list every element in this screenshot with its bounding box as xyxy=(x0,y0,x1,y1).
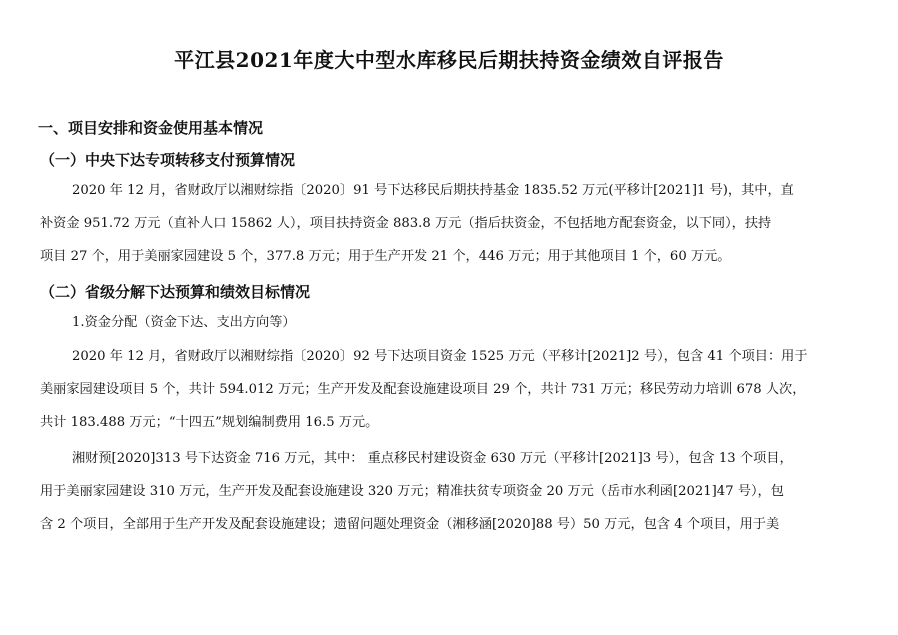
paragraph-line: 共计 183.488 万元；“十四五”规划编制费用 16.5 万元。 xyxy=(40,415,379,430)
paragraph-line: 用于美丽家园建设 310 万元，生产开发及配套设施建设 320 万元；精准扶贫专项资金 20 万元（岳市水利函[2021]47 号），包 xyxy=(40,484,784,499)
subsection-heading-provincial: （二）省级分解下达预算和绩效目标情况 xyxy=(40,283,311,301)
paragraph-line: 2020 年 12 月，省财政厅以湘财综指〔2020〕92 号下达项目资金 1525 万元（平移计[2021]2 号），包含 41 个项目：用于 xyxy=(72,349,808,364)
subsection-heading-central: （一）中央下达专项转移支付预算情况 xyxy=(40,151,296,169)
document-title: 平江县2021年度大中型水库移民后期扶持资金绩效自评报告 xyxy=(174,48,724,72)
paragraph-line: 2020 年 12 月，省财政厅以湘财综指〔2020〕91 号下达移民后期扶持基金 1835.52 万元(平移计[2021]1 号)，其中，直 xyxy=(72,183,794,198)
paragraph-line: 含 2 个项目，全部用于生产开发及配套设施建设；遗留问题处理资金（湘移涵[2020]88 号）50 万元，包含 4 个项目，用于美 xyxy=(40,517,780,532)
section-heading-1: 一、项目安排和资金使用基本情况 xyxy=(38,119,264,137)
paragraph-line: 湘财预[2020]313 号下达资金 716 万元，其中： 重点移民村建设资金 630 万元（平移计[2021]3 号），包含 13 个项目， xyxy=(72,451,793,466)
paragraph-line: 补资金 951.72 万元（直补人口 15862 人），项目扶持资金 883.8 万元（指后扶资金，不包括地方配套资金，以下同），扶持 xyxy=(40,216,772,231)
paragraph-line: 美丽家园建设项目 5 个，共计 594.012 万元；生产开发及配套设施建设项目 29 个，共计 731 万元；移民劳动力培训 678 人次， xyxy=(40,382,806,397)
item-heading-fund-allocation: 1.资金分配（资金下达、支出方向等） xyxy=(72,315,296,330)
paragraph-line: 项目 27 个，用于美丽家园建设 5 个，377.8 万元；用于生产开发 21 个，446 万元；用于其他项目 1 个，60 万元。 xyxy=(40,249,731,264)
